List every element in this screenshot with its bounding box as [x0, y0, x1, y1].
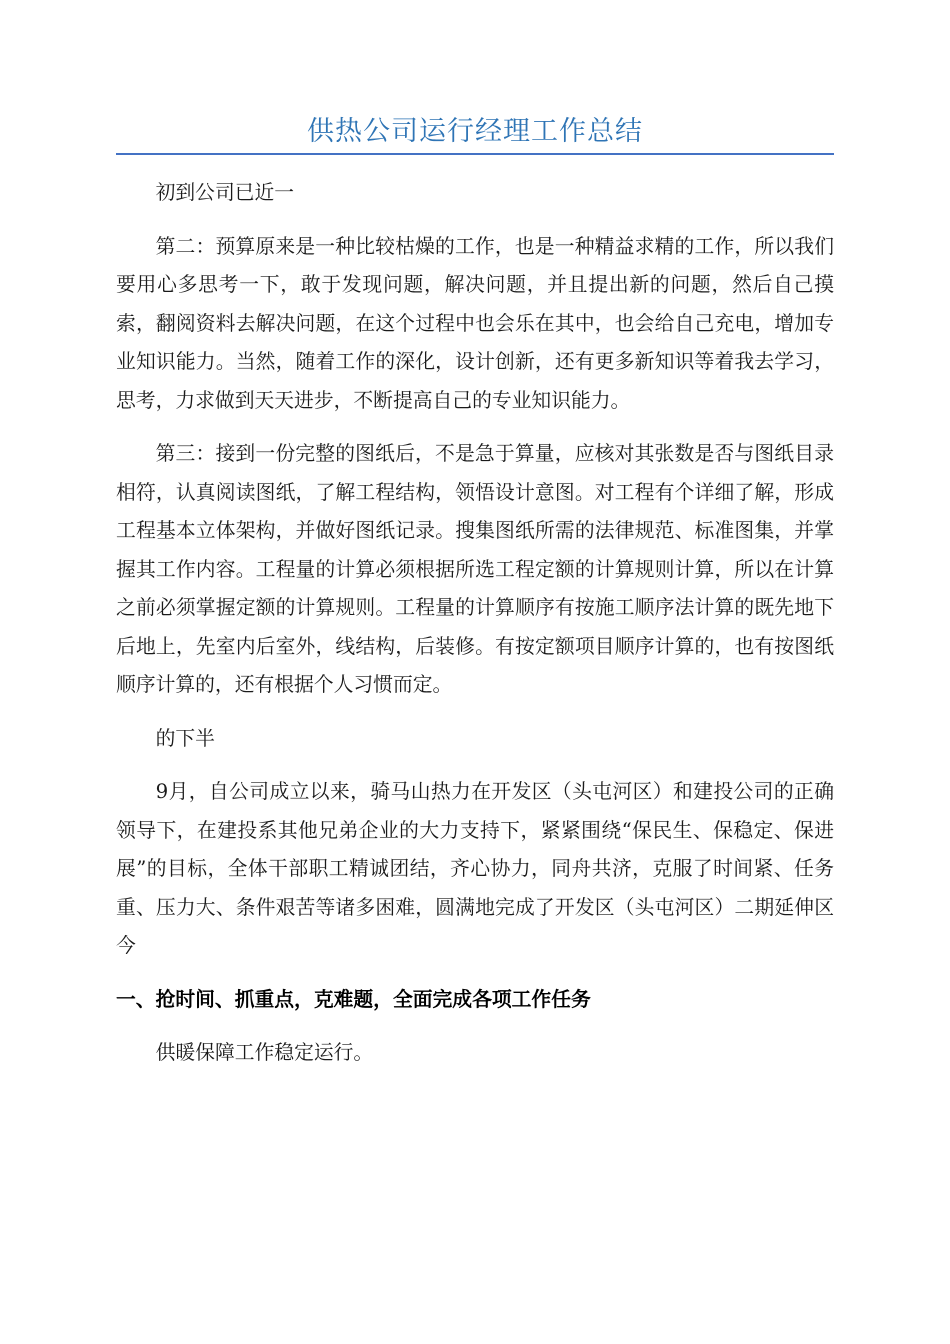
- paragraph-second: 第二：预算原来是一种比较枯燥的工作，也是一种精益求精的工作，所以我们要用心多思考一下，敢于发现问题，解决问题，并且提出新的问题，然后自己摸索，翻阅资料去解决问题，在这个过程中也会乐在其中，也会给自己充电，增加专业知识能力。当然，随着工作的深化，设计创新，还有更多新知识等着我去学习，思考，力求做到天天进步，不断提高自己的专业知识能力。: [116, 234, 834, 412]
- paragraph-heating-supply: 供暖保障工作稳定运行。: [155, 1041, 374, 1064]
- paragraph-intro: 初到公司已近一: [155, 181, 295, 204]
- paragraph-september: 9月，自公司成立以来，骑马山热力在开发区（头屯河区）和建投公司的正确领导下，在建投系其他兄弟企业的大力支持下，紧紧围绕“保民生、保稳定、保进展”的目标，全体干部职工精诚团结，齐心协力，同舟共济，克服了时间紧、任务重、压力大、条件艰苦等诸多困难，圆满地完成了开发区（头屯河区）二期延伸区今: [116, 780, 834, 957]
- paragraph-third: 第三：接到一份完整的图纸后，不是急于算量，应核对其张数是否与图纸目录相符，认真阅读图纸，了解工程结构，领悟设计意图。对工程有个详细了解，形成工程基本立体架构，并做好图纸记录。搜集图纸所需的法律规范、标准图集，并掌握其工作内容。工程量的计算必须根据所选工程定额的计算规则计算，所以在计算之前必须掌握定额的计算规则。工程量的计算顺序有按施工顺序法计算的既先地下后地上，先室内后室外，线结构，后装修。有按定额项目顺序计算的，也有按图纸顺序计算的，还有根据个人习惯而定。: [116, 442, 834, 696]
- document-title: 供热公司运行经理工作总结: [307, 116, 643, 147]
- document-body: [116, 174, 834, 1088]
- section-heading-1: 一、抢时间、抓重点，克难题，全面完成各项工作任务: [116, 987, 591, 1011]
- paragraph-half-year: 的下半: [155, 726, 215, 750]
- title-underline: [116, 153, 834, 155]
